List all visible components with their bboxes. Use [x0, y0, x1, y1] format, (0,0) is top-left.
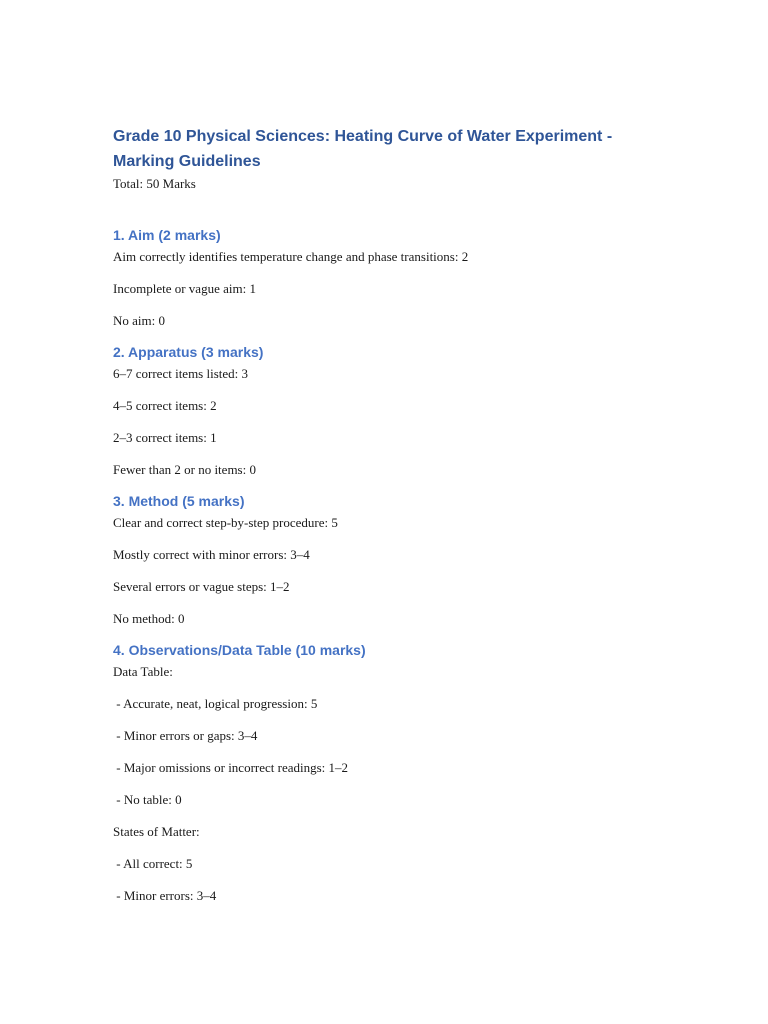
- section-heading: 4. Observations/Data Table (10 marks): [113, 642, 366, 658]
- criterion-line: - Accurate, neat, logical progression: 5: [113, 696, 318, 711]
- criterion-line: Aim correctly identifies temperature change and phase transitions: 2: [113, 249, 469, 264]
- document-title: Grade 10 Physical Sciences: Heating Curve of Water Experiment - Marking Guidelines: [113, 128, 613, 170]
- section-heading: 2. Apparatus (3 marks): [113, 344, 264, 360]
- criterion-line: States of Matter:: [113, 824, 200, 839]
- section-heading: 1. Aim (2 marks): [113, 227, 221, 243]
- criterion-line: 4–5 correct items: 2: [113, 398, 217, 413]
- marking-section: [113, 640, 673, 905]
- criterion-line: Clear and correct step-by-step procedure: 5: [113, 515, 338, 530]
- marking-sections: [113, 225, 673, 905]
- criterion-line: Several errors or vague steps: 1–2: [113, 579, 290, 594]
- criterion-line: - Minor errors: 3–4: [113, 888, 217, 903]
- criterion-line: Incomplete or vague aim: 1: [113, 281, 256, 296]
- document-page: [113, 124, 673, 919]
- criterion-line: Mostly correct with minor errors: 3–4: [113, 547, 310, 562]
- criterion-line: - Major omissions or incorrect readings: 1–2: [113, 760, 349, 775]
- total-marks: Total: 50 Marks: [113, 176, 196, 191]
- criterion-line: 2–3 correct items: 1: [113, 430, 217, 445]
- marking-section: [113, 225, 673, 330]
- marking-section: [113, 342, 673, 479]
- criterion-line: - All correct: 5: [113, 856, 193, 871]
- criterion-line: 6–7 correct items listed: 3: [113, 366, 249, 381]
- criterion-line: Data Table:: [113, 664, 173, 679]
- marking-section: [113, 491, 673, 628]
- criterion-line: - Minor errors or gaps: 3–4: [113, 728, 258, 743]
- criterion-line: - No table: 0: [113, 792, 182, 807]
- criterion-line: Fewer than 2 or no items: 0: [113, 462, 256, 477]
- criterion-line: No method: 0: [113, 611, 185, 626]
- section-heading: 3. Method (5 marks): [113, 493, 245, 509]
- criterion-line: No aim: 0: [113, 313, 165, 328]
